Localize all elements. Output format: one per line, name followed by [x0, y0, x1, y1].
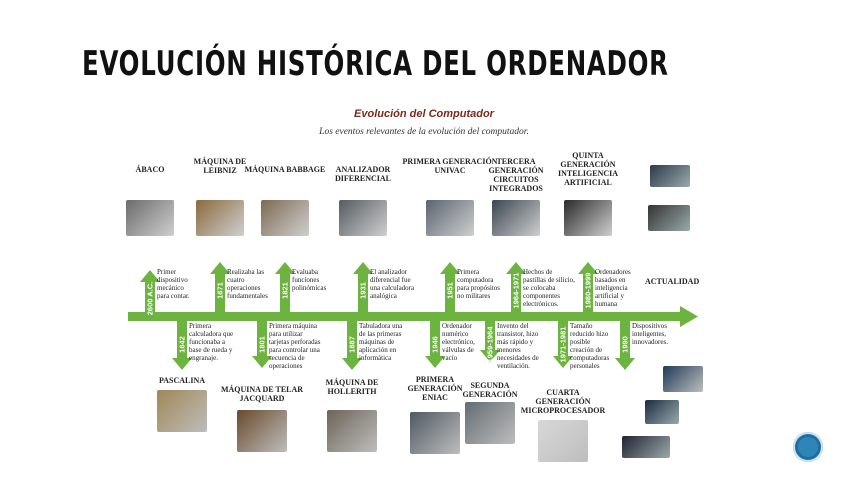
main-timeline-bar	[128, 312, 683, 321]
event-year: 1821	[280, 282, 290, 299]
event-name: ANALIZADOR DIFERENCIAL	[334, 165, 392, 183]
event-year: 2600 A.C.	[145, 281, 155, 316]
next-slide-button[interactable]	[793, 432, 823, 462]
event-year: 1951	[445, 282, 455, 299]
event-name: QUINTA GENERACIÓN INTELIGENCIA ARTIFICIAL	[557, 151, 619, 187]
event-name: CUARTA GENERACIÓN MICROPROCESADOR	[520, 388, 606, 415]
abacus-image	[126, 200, 174, 236]
event-description: Tabuladora una de las primeras máquinas de aplicación en informática	[359, 322, 403, 362]
event-description: Primera computadora para propósitos no militares	[457, 268, 500, 300]
event-year: 1931	[358, 282, 368, 299]
tablet-image	[663, 366, 703, 392]
actualidad-label: ACTUALIDAD	[645, 277, 700, 286]
event-description: Ordenadores basados en inteligencia artificial y humana	[595, 268, 631, 308]
event-name: PRIMERA GENERACIÓN UNIVAC	[402, 157, 498, 175]
event-description: Tamaño reducido hizo posible creación de computadoras personales	[570, 322, 610, 370]
event-description: Primera calculadora que funcionaba a base de rueda y engranaje.	[189, 322, 234, 362]
personal-computer-image	[538, 420, 588, 462]
event-year: 1671	[215, 282, 225, 299]
hollerith-machine-image	[327, 410, 377, 452]
tablets-image	[622, 436, 670, 458]
event-description: Primer dispositivo mecánico para contar.	[157, 268, 190, 300]
event-description: Primera máquina para utilizar tarjetas perforadas para controlar una secuencia de operaciones	[269, 322, 321, 370]
desktop-pc-image	[650, 165, 690, 187]
event-description: Evaluaba funciones polinómicas	[292, 268, 327, 292]
main-timeline-arrowhead	[680, 306, 698, 327]
babbage-engine-image	[261, 200, 309, 236]
event-description: Hechos de pastillas de silicio, se colocaba componentes electrónicos.	[523, 268, 575, 308]
transistor-computer-image	[465, 402, 515, 444]
event-year: 1990	[620, 336, 630, 353]
univac-image	[426, 200, 474, 236]
pc-tower-image	[648, 205, 690, 231]
differential-analyzer-image	[339, 200, 387, 236]
event-description: Realizaba las cuatro operaciones fundamentales	[227, 268, 268, 300]
event-year: 1642	[177, 336, 187, 353]
infographic-title: Evolución del Computador	[354, 108, 494, 120]
laptop-image	[564, 200, 612, 236]
event-description: Invento del transistor, hizo más rápido y menores necesidades de ventilación.	[497, 322, 539, 370]
slide-title: EVOLUCIÓN HISTÓRICA DEL ORDENADOR	[82, 44, 669, 84]
event-year: 1980-1999	[583, 272, 593, 309]
infographic-subtitle: Los eventos relevantes de la evolución del computador.	[319, 127, 529, 137]
pascaline-image	[157, 390, 207, 432]
eniac-image	[410, 412, 460, 454]
leibniz-machine-image	[196, 200, 244, 236]
event-name: MÁQUINA DE HOLLERITH	[325, 378, 379, 396]
circle-button-icon	[798, 437, 818, 457]
event-description: Ordenador numérico electrónico, válvulas de vacío	[442, 322, 475, 362]
tablet-image	[645, 400, 679, 424]
jacquard-loom-image	[237, 410, 287, 452]
event-year: 1964-1971	[511, 272, 521, 309]
event-name: ÁBACO	[135, 165, 165, 174]
event-year: 1887	[347, 336, 357, 353]
event-name: PASCALINA	[158, 376, 206, 385]
event-name: MÁQUINA DE LEIBNIZ	[193, 157, 247, 175]
event-description: Dispositivos inteligentes, innovadores.	[632, 322, 668, 346]
event-year: 1946	[430, 336, 440, 353]
event-name: MÁQUINA DE TELAR JACQUARD	[220, 385, 304, 403]
event-name: MÁQUINA BABBAGE	[244, 165, 326, 174]
event-year: 1801	[257, 336, 267, 353]
event-year: 1959-1964	[485, 326, 495, 363]
event-name: PRIMERA GENERACIÓN ENIAC	[407, 375, 463, 402]
integrated-circuits-image	[492, 200, 540, 236]
event-name: SEGUNDA GENERACIÓN	[462, 381, 518, 399]
event-name: TERCERA GENERACIÓN CIRCUITOS INTEGRADOS	[488, 157, 544, 193]
event-year: 1971-1981	[558, 326, 568, 363]
event-description: El analizador diferencial fue una calculadora analógica	[370, 268, 415, 300]
